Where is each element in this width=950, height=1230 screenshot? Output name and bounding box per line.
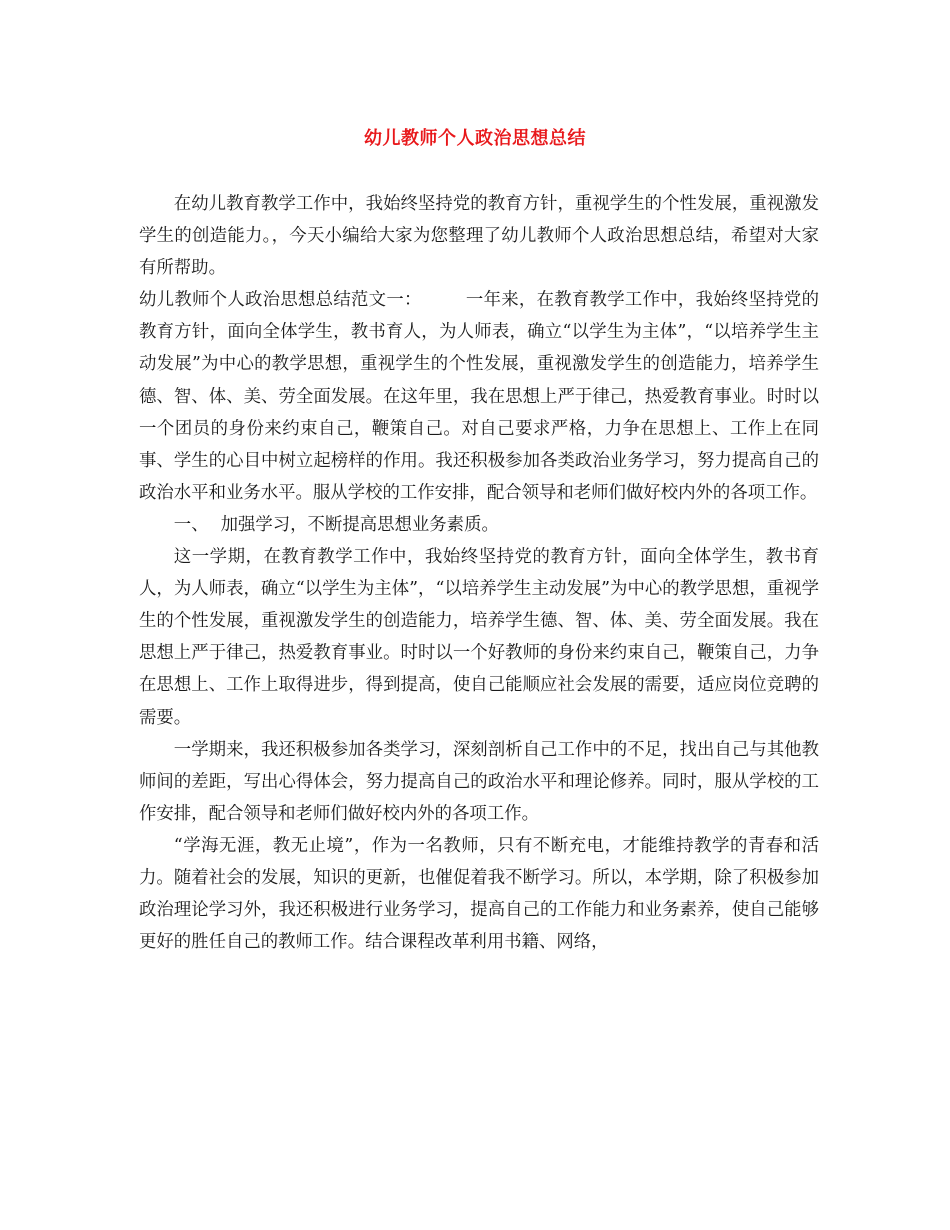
section-heading-1: [139, 509, 819, 541]
section-number: 一、: [173, 514, 209, 535]
document-title: 幼儿教师个人政治思想总结: [364, 128, 586, 149]
section-title: 加强学习，不断提高思想业务素质。: [220, 514, 499, 535]
document-body: [139, 188, 819, 958]
sample-paragraph: [139, 284, 819, 509]
paragraph-1: 这一学期，在教育教学工作中，我始终坚持党的教育方针，面向全体学生，教书育人，为人师表，确立“以学生为主体”，“以培养学生主动发展”为中心的教学思想，重视学生的个性发展，重视激发学生的创造能力，培养学生德、智、体、美、劳全面发展。我在思想上严于律己，热爱教育事业。时时以一个好教师的身份来约束自己，鞭策自己，力争在思想上、工作上取得进步，得到提高，使自己能顺应社会发展的需要，适应岗位竞聘的需要。: [139, 547, 819, 728]
paragraph-2: 一学期来，我还积极参加各类学习，深刻剖析自己工作中的不足，找出自己与其他教师间的差距，写出心得体会，努力提高自己的政治水平和理论修养。同时，服从学校的工作安排，配合领导和老师们做好校内外的各项工作。: [139, 739, 819, 824]
sample-heading: 幼儿教师个人政治思想总结范文一：: [139, 290, 422, 311]
sample-body: 一年来，在教育教学工作中，我始终坚持党的教育方针，面向全体学生，教书育人，为人师表，确立“以学生为主体”，“以培养学生主动发展”为中心的教学思想，重视学生的个性发展，重视激发学生的创造能力，培养学生德、智、体、美、劳全面发展。在这年里，我在思想上严于律己，热爱教育事业。时时以一个团员的身份来约束自己，鞭策自己。对自己要求严格，力争在思想上、工作上在同事、学生的心目中树立起榜样的作用。我还积极参加各类政治业务学习，努力提高自己的政治水平和业务水平。服从学校的工作安排，配合领导和老师们做好校内外的各项工作。: [139, 290, 819, 503]
intro-paragraph: 在幼儿教育教学工作中，我始终坚持党的教育方针，重视学生的个性发展，重视激发学生的创造能力。，今天小编给大家为您整理了幼儿教师个人政治思想总结，希望对大家有所帮助。: [139, 194, 819, 279]
paragraph-3: “学海无涯，教无止境”，作为一名教师，只有不断充电，才能维持教学的青春和活力。随着社会的发展，知识的更新，也催促着我不断学习。所以，本学期，除了积极参加政治理论学习外，我还积极进行业务学习，提高自己的工作能力和业务素养，使自己能够更好的胜任自己的教师工作。结合课程改革利用书籍、网络，: [139, 835, 819, 953]
